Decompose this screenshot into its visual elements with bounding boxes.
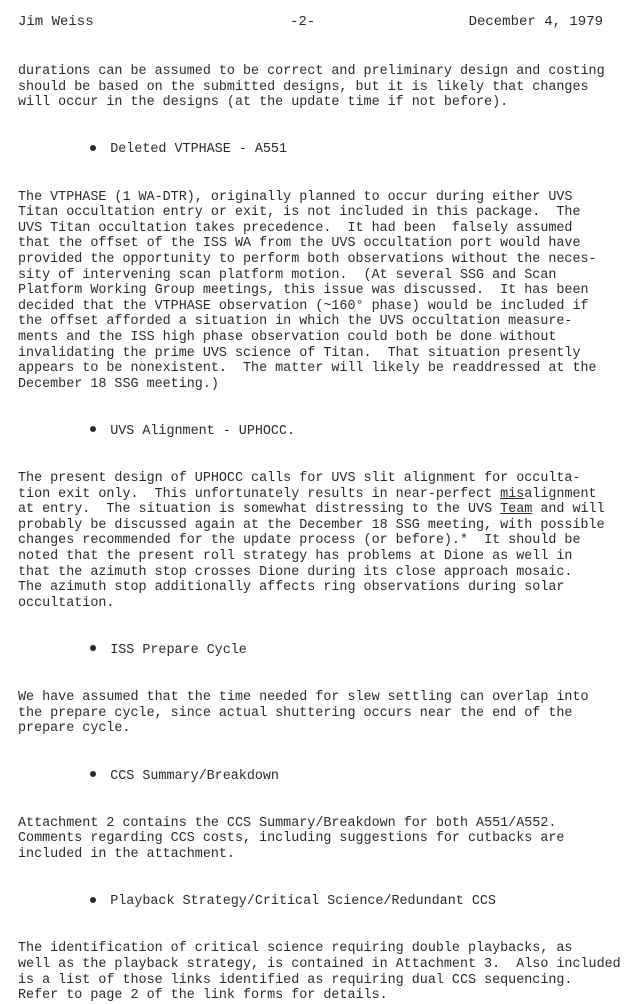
section-heading-text: CCS Summary/Breakdown (110, 768, 279, 784)
bullet-icon (90, 426, 96, 432)
bullet-icon (90, 771, 96, 777)
section-heading-iss-prepare (42, 627, 618, 674)
header-author: Jim Weiss (18, 14, 94, 30)
bullet-icon (90, 645, 96, 651)
text-line: included in the attachment. (18, 846, 235, 862)
playback-strategy-paragraph (18, 941, 621, 1004)
intro-paragraph (18, 64, 618, 111)
text-line: The present design of UPHOCC calls for UVS slit alignment for occulta- (18, 471, 581, 487)
text-line: durations can be assumed to be correct and preliminary design and costing (18, 64, 605, 79)
text-line: is a list of those links identified as requiring dual CCS sequencing. (18, 972, 573, 988)
text-line: invalidating the prime UVS science of Titan. That situation presently (18, 345, 581, 361)
text-line: provided the opportunity to perform both observations without the neces- (18, 251, 597, 267)
text-line: should be based on the submitted designs, but it is likely that changes (18, 79, 589, 95)
bullet-icon (90, 145, 96, 151)
section-heading-playback-strategy (42, 879, 618, 926)
text-line: appears to be nonexistent. The matter will likely be readdressed at the (18, 361, 597, 377)
text-line: The VTPHASE (1 WA-DTR), originally planned to occur during either UVS (18, 189, 573, 205)
text-line: noted that the present roll strategy has problems at Dione as well in (18, 549, 573, 565)
text-line: prepare cycle. (18, 721, 131, 737)
section-heading-uvs-alignment (42, 408, 618, 455)
vtphase-paragraph (18, 190, 618, 393)
text-line: Comments regarding CCS costs, including suggestions for cutbacks are (18, 831, 565, 847)
section-heading-text: Deleted VTPHASE - A551 (110, 142, 288, 158)
text-line: Refer to page 2 of the link forms for details. (18, 988, 388, 1004)
header-page-number: -2- (290, 14, 316, 30)
text-line: The azimuth stop additionally affects ring observations during solar (18, 580, 565, 596)
section-heading-text: Playback Strategy/Critical Science/Redundant CCS (110, 894, 496, 910)
iss-prepare-paragraph (18, 690, 618, 737)
text-line: Titan occultation entry or exit, is not included in this package. The (18, 205, 581, 221)
ccs-summary-paragraph (18, 816, 618, 863)
text-segment: alignment (524, 486, 597, 502)
text-line: The identification of critical science requiring double playbacks, as (18, 941, 573, 957)
page-header (18, 14, 603, 34)
bullet-icon (90, 897, 96, 903)
section-heading-ccs-summary (42, 753, 618, 800)
text-line: occultation. (18, 595, 115, 611)
text-line: will occur in the designs (at the update time if not before). (18, 95, 509, 111)
text-line: that the offset of the ISS WA from the UVS occultation port would have (18, 236, 581, 252)
underlined-text: mis (500, 486, 525, 502)
text-line: Platform Working Group meetings, this issue was discussed. It has been (18, 283, 589, 299)
text-line: UVS Titan occultation takes precedence. It had been falsely assumed (18, 220, 573, 236)
text-line: ments and the ISS high phase observation could both be done without (18, 329, 557, 345)
section-heading-text: UVS Alignment - UPHOCC. (110, 423, 296, 439)
text-segment: at entry. The situation is somewhat distressing to the UVS (18, 502, 501, 518)
text-line: probably be discussed again at the December 18 SSG meeting, with possible (18, 517, 605, 533)
uvs-alignment-paragraph (18, 471, 618, 611)
text-line: December 18 SSG meeting.) (18, 376, 219, 392)
text-line: changes recommended for the update process (or before).* It should be (18, 533, 581, 549)
section-heading-text: ISS Prepare Cycle (110, 643, 247, 658)
underlined-text: Team (500, 502, 533, 518)
document-body (18, 64, 621, 1004)
text-line: sity of intervening scan platform motion. (At several SSG and Scan (18, 267, 557, 283)
text-segment: tion exit only. This unfortunately results in near-perfect (18, 486, 501, 502)
text-segment: and will (532, 502, 605, 518)
text-line (18, 487, 618, 503)
text-line: well as the playback strategy, is contained in Attachment 3. Also included (18, 956, 621, 972)
text-line: decided that the VTPHASE observation (~160° phase) would be included if (18, 298, 589, 314)
text-line: Attachment 2 contains the CCS Summary/Breakdown for both A551/A552. (18, 815, 557, 831)
text-line: We have assumed that the time needed for slew settling can overlap into (18, 690, 589, 706)
text-line: the prepare cycle, since actual shuttering occurs near the end of the (18, 705, 573, 721)
text-line: that the azimuth stop crosses Dione during its close approach mosaic. (18, 564, 573, 580)
header-date: December 4, 1979 (468, 14, 603, 30)
section-heading-vtphase (42, 127, 618, 174)
text-line: the offset afforded a situation in which the UVS occultation measure- (18, 314, 573, 330)
text-line (18, 502, 618, 518)
